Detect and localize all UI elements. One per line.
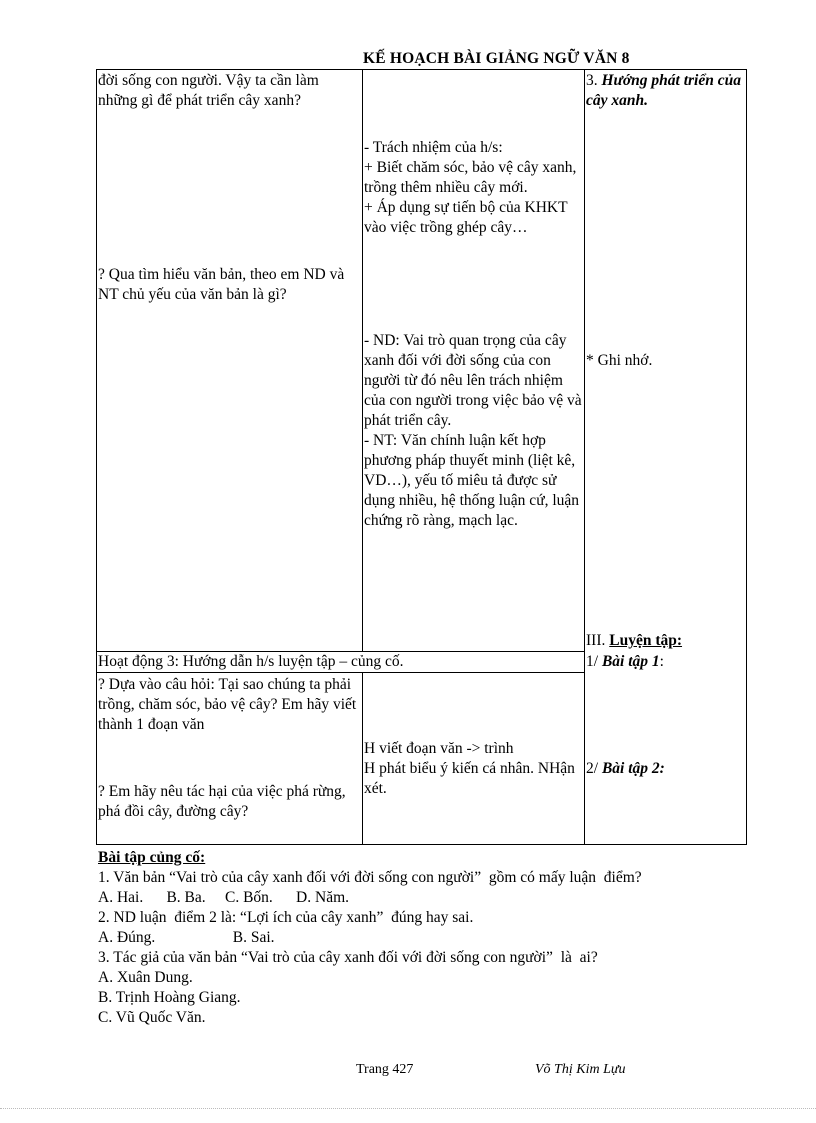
exercises-title: Bài tập củng cố: bbox=[98, 849, 206, 866]
answer-1: H viết đoạn văn -> trình bbox=[364, 740, 514, 757]
exercise-q3-option-b: B. Trịnh Hoàng Giang. bbox=[98, 989, 241, 1006]
table-border-left bbox=[96, 69, 97, 845]
ex1-colon: : bbox=[659, 653, 664, 670]
top-col2-line-3: + Áp dụng sự tiến bộ của KHKT vào việc trồng ghép cây… bbox=[364, 199, 568, 236]
activity-row bbox=[98, 652, 582, 672]
table-border-right bbox=[746, 69, 747, 845]
ex2-label: Bài tập 2: bbox=[601, 760, 665, 777]
heading-number: 3. bbox=[586, 72, 602, 89]
table-border-top bbox=[96, 69, 747, 70]
top-col3-heading bbox=[586, 71, 746, 111]
heading-development: Hướng phát triển của cây xanh. bbox=[586, 72, 741, 109]
answer-2: H phát biểu ý kiến cá nhân. NHận xét. bbox=[364, 760, 575, 797]
top-col2-line-2: + Biết chăm sóc, bảo vệ cây xanh, trồng thêm nhiều cây mới. bbox=[364, 159, 577, 196]
page-bottom-rule bbox=[0, 1108, 816, 1109]
exercise-q3-option-c: C. Vũ Quốc Văn. bbox=[98, 1009, 206, 1026]
exercise-q3-option-a: A. Xuân Dung. bbox=[98, 969, 193, 986]
author-name: Võ Thị Kim Lựu bbox=[535, 1062, 626, 1077]
top-col2-line-5: - NT: Văn chính luận kết hợp phương pháp thuyết minh (liệt kê, VD…), yếu tố miêu tả được sử dụng nhiều, hệ thống luận cứ, luận chứng rõ ràng, mạch lạc. bbox=[364, 432, 580, 529]
exercise-q1: 1. Văn bản “Vai trò của cây xanh đối với đời sống con người” gồm có mấy luận điểm? bbox=[98, 869, 642, 886]
exercise-q1-options: A. Hai. B. Ba. C. Bốn. D. Năm. bbox=[98, 889, 350, 906]
page-header: KẾ HOẠCH BÀI GIẢNG NGỮ VĂN 8 bbox=[363, 50, 630, 67]
bottom-col2 bbox=[364, 739, 586, 799]
table-border-bottom bbox=[96, 844, 747, 845]
top-col1-question bbox=[98, 265, 360, 305]
table-divider-2 bbox=[584, 69, 585, 845]
top-col3-note bbox=[586, 351, 744, 371]
page-number: Trang 427 bbox=[356, 1062, 414, 1077]
ex1-label: Bài tập 1 bbox=[601, 653, 660, 670]
question-1: ? Dựa vào câu hỏi: Tại sao chúng ta phải trồng, chăm sóc, bảo vệ cây? Em hãy viết thành 1 đoạn văn bbox=[98, 676, 357, 733]
exercise-q3: 3. Tác giả của văn bản “Vai trò của cây xanh đối với đời sống con người” là ai? bbox=[98, 949, 598, 966]
top-col2 bbox=[364, 138, 582, 238]
bottom-col1-q2 bbox=[98, 782, 362, 822]
top-col2-summary bbox=[364, 331, 582, 531]
exercise-q2: 2. ND luận điểm 2 là: “Lợi ích của cây xanh” đúng hay sai. bbox=[98, 909, 474, 926]
top-col2-line-1: - Trách nhiệm của h/s: bbox=[364, 139, 503, 156]
top-col2-line-4: - ND: Vai trò quan trọng của cây xanh đối với đời sống của con người từ đó nêu lên trách nhiệm của con người trong việc bảo vệ và phát triển cây. bbox=[364, 332, 582, 429]
table-divider-1-bottom bbox=[362, 672, 363, 845]
top-col1 bbox=[98, 71, 360, 111]
top-col1-text-1: đời sống con người. Vậy ta cần làm những gì để phát triển cây xanh? bbox=[98, 72, 319, 109]
top-col3-section bbox=[586, 631, 744, 651]
bottom-col3-ex2 bbox=[586, 759, 744, 779]
table-divider-1-top bbox=[362, 69, 363, 651]
note-remember: * Ghi nhớ. bbox=[586, 352, 653, 369]
bottom-col3-ex1 bbox=[586, 652, 744, 672]
exercise-q2-options: A. Đúng. B. Sai. bbox=[98, 929, 275, 946]
activity-title: Hoạt động 3: Hướng dẫn h/s luyện tập – củng cố. bbox=[98, 653, 404, 670]
ex2-number: 2/ bbox=[586, 760, 602, 777]
ex1-number: 1/ bbox=[586, 653, 602, 670]
section-number: III. bbox=[586, 632, 610, 649]
section-practice: Luyện tập: bbox=[609, 632, 683, 649]
top-col1-text-2: ? Qua tìm hiểu văn bản, theo em ND và NT chủ yếu của văn bản là gì? bbox=[98, 266, 345, 303]
bottom-col1 bbox=[98, 675, 360, 735]
table-row-divider-2 bbox=[96, 672, 585, 673]
question-2: ? Em hãy nêu tác hại của việc phá rừng, phá đồi cây, đường cây? bbox=[98, 783, 346, 820]
review-exercises bbox=[98, 848, 798, 1028]
